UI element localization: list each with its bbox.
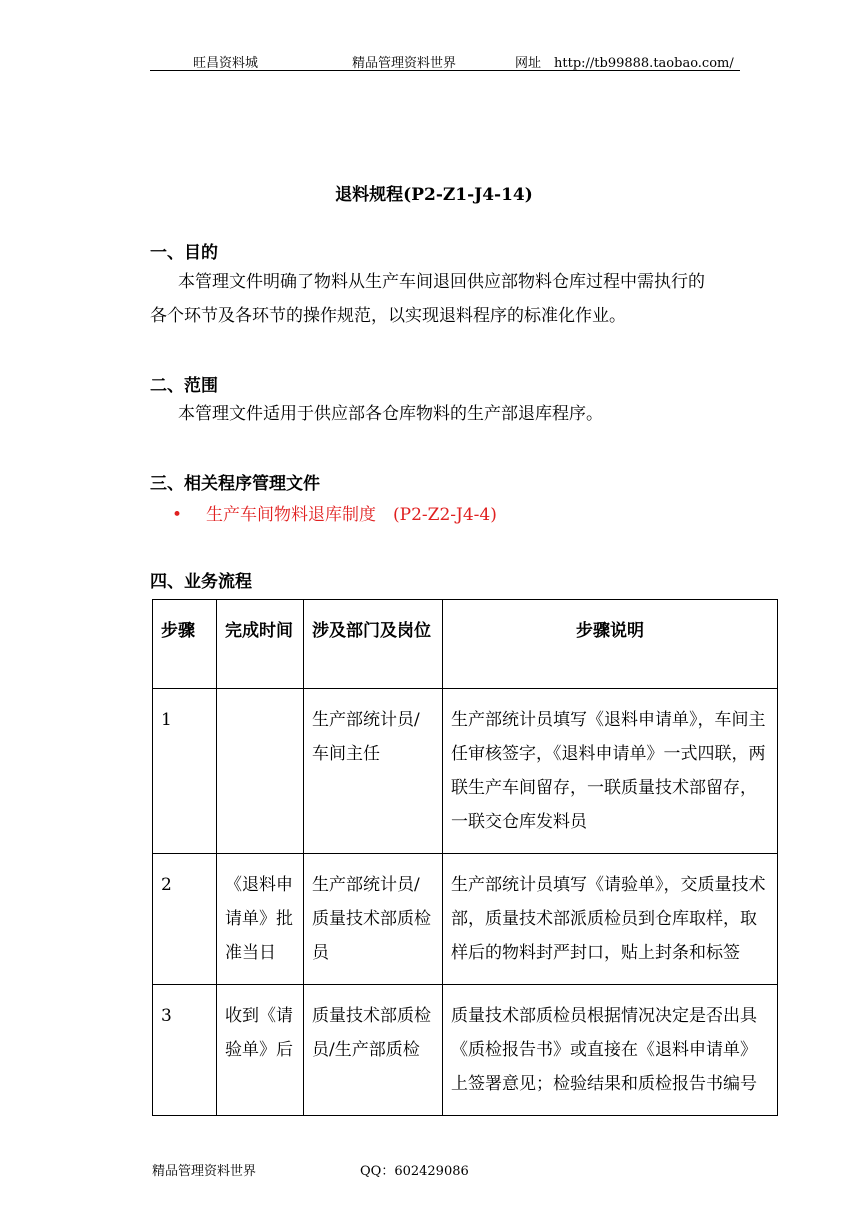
cell-desc: 生产部统计员填写《退料申请单》，车间主任审核签字，《退料申请单》一式四联，两联生产车间留存，一联质量技术部留存，一联交仓库发料员 <box>443 689 778 854</box>
cell-time <box>217 689 304 854</box>
header-center-text: 精品管理资料世界 <box>352 56 457 71</box>
related-document-item[interactable] <box>172 500 497 525</box>
table-row <box>153 985 778 1116</box>
section-purpose-heading: 一、目的 <box>150 243 218 263</box>
cell-step: 3 <box>153 985 217 1116</box>
footer-site-name: 精品管理资料世界 <box>152 1164 257 1179</box>
purpose-line-1: 本管理文件明确了物料从生产车间退回供应部物料仓库过程中需执行的 <box>178 272 705 292</box>
table-row <box>153 689 778 854</box>
cell-dept: 质量技术部质检员/生产部质检 <box>304 985 443 1116</box>
header-url[interactable]: 网址 http://tb99888.taobao.com/ <box>515 56 734 71</box>
document-title: 退料规程(P2-Z1-J4-14) <box>335 185 533 205</box>
section-related-heading: 三、相关程序管理文件 <box>150 474 320 494</box>
cell-step: 2 <box>153 854 217 985</box>
scope-line: 本管理文件适用于供应部各仓库物料的生产部退库程序。 <box>178 404 603 424</box>
header-divider <box>150 70 740 71</box>
cell-dept: 生产部统计员/车间主任 <box>304 689 443 854</box>
related-document-link[interactable]: 生产车间物料退库制度 (P2-Z2-J4-4) <box>206 505 497 525</box>
workflow-table <box>152 599 778 1116</box>
table-header-row <box>153 600 778 689</box>
column-header-step: 步骤 <box>153 600 217 689</box>
cell-desc: 质量技术部质检员根据情况决定是否出具《质检报告书》或直接在《退料申请单》上签署意见；检验结果和质检报告书编号 <box>443 985 778 1116</box>
section-purpose-text <box>150 265 750 333</box>
column-header-dept: 涉及部门及岗位 <box>304 600 443 689</box>
cell-time: 收到《请验单》后 <box>217 985 304 1116</box>
cell-desc: 生产部统计员填写《请验单》，交质量技术部，质量技术部派质检员到仓库取样，取样后的物料封严封口，贴上封条和标签 <box>443 854 778 985</box>
cell-step: 1 <box>153 689 217 854</box>
section-workflow-heading: 四、业务流程 <box>150 572 252 592</box>
section-scope-text <box>150 397 750 431</box>
footer-qq: QQ：602429086 <box>360 1164 469 1179</box>
table-row <box>153 854 778 985</box>
cell-time: 《退料申请单》批准当日 <box>217 854 304 985</box>
column-header-desc: 步骤说明 <box>443 600 778 689</box>
header-site-name: 旺昌资料城 <box>193 56 259 71</box>
cell-dept: 生产部统计员/质量技术部质检员 <box>304 854 443 985</box>
section-scope-heading: 二、范围 <box>150 376 218 396</box>
column-header-time: 完成时间 <box>217 600 304 689</box>
purpose-line-2: 各个环节及各环节的操作规范，以实现退料程序的标准化作业。 <box>150 306 626 326</box>
bullet-icon: • <box>172 505 183 525</box>
